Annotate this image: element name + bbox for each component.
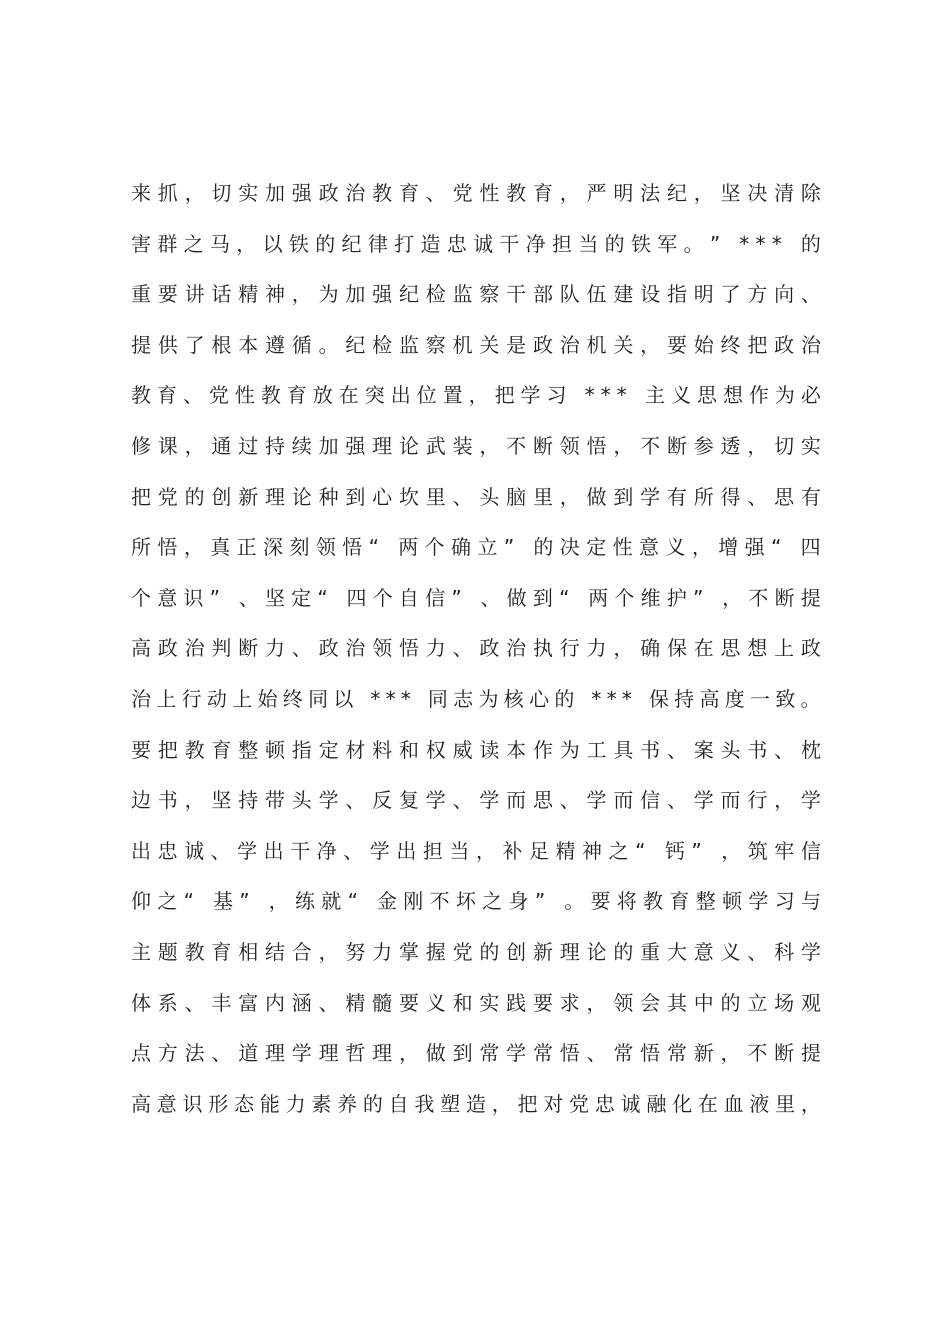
text-line: 体 系 、 丰 富 内 涵 、 精 髓 要 义 和 实 践 要 求 ， 领 会 其 中 的 立 场 观 [131, 990, 821, 1015]
text-line: 要 把 教 育 整 顿 指 定 材 料 和 权 威 读 本 作 为 工 具 书 、 案 头 书 、 枕 [131, 737, 821, 762]
text-line: 所 悟 ， 真 正 深 刻 领 悟 “ 两 个 确 立 ” 的 决 定 性 意 义 ， 增 强 “ 四 [131, 535, 821, 560]
text-line: 教 育 、 党 性 教 育 放 在 突 出 位 置 ， 把 学 习 * * * 主 义 思 想 作 为 必 [131, 383, 821, 408]
text-line: 修 课 ， 通 过 持 续 加 强 理 论 武 装 ， 不 断 领 悟 ， 不 断 参 透 ， 切 实 [131, 433, 821, 458]
text-line: 害 群 之 马 ， 以 铁 的 纪 律 打 造 忠 诚 干 净 担 当 的 铁 军 。 ” * * * 的 [131, 231, 821, 256]
text-line: 边 书 ， 坚 持 带 头 学 、 反 复 学 、 学 而 思 、 学 而 信 、 学 而 行 ， 学 [131, 788, 821, 813]
text-line: 仰 之 “ 基 ” ， 练 就 “ 金 刚 不 坏 之 身 ” 。 要 将 教 育 整 顿 学 习 与 [131, 889, 821, 914]
text-line: 高 政 治 判 断 力 、 政 治 领 悟 力 、 政 治 执 行 力 ， 确 保 在 思 想 上 政 [131, 636, 821, 661]
text-line: 治 上 行 动 上 始 终 同 以 * * * 同 志 为 核 心 的 * * * 保 持 高 度 一 致 。 [131, 686, 821, 711]
text-line: 主 题 教 育 相 结 合 ， 努 力 掌 握 党 的 创 新 理 论 的 重 大 意 义 、 科 学 [131, 939, 821, 964]
text-line: 高 意 识 形 态 能 力 素 养 的 自 我 塑 造 ， 把 对 党 忠 诚 融 化 在 血 液 里 ， [131, 1091, 821, 1116]
text-line: 把 党 的 创 新 理 论 种 到 心 坎 里 、 头 脑 里 ， 做 到 学 有 所 得 、 思 有 [131, 484, 821, 509]
body-paragraph [131, 168, 821, 1129]
text-line: 个 意 识 ” 、 坚 定 “ 四 个 自 信 ” 、 做 到 “ 两 个 维 护 ” ， 不 断 提 [131, 585, 821, 610]
text-line: 出 忠 诚 、 学 出 干 净 、 学 出 担 当 ， 补 足 精 神 之 “ 钙 ” ， 筑 牢 信 [131, 838, 821, 863]
text-line: 点 方 法 、 道 理 学 理 哲 理 ， 做 到 常 学 常 悟 、 常 悟 常 新 ， 不 断 提 [131, 1041, 821, 1066]
text-line: 来 抓 ， 切 实 加 强 政 治 教 育 、 党 性 教 育 ， 严 明 法 纪 ， 坚 决 清 除 [131, 181, 821, 205]
text-line: 重 要 讲 话 精 神 ， 为 加 强 纪 检 监 察 干 部 队 伍 建 设 指 明 了 方 向 、 [131, 282, 821, 307]
text-line: 提 供 了 根 本 遵 循 。 纪 检 监 察 机 关 是 政 治 机 关 ， 要 始 终 把 政 治 [131, 332, 821, 357]
